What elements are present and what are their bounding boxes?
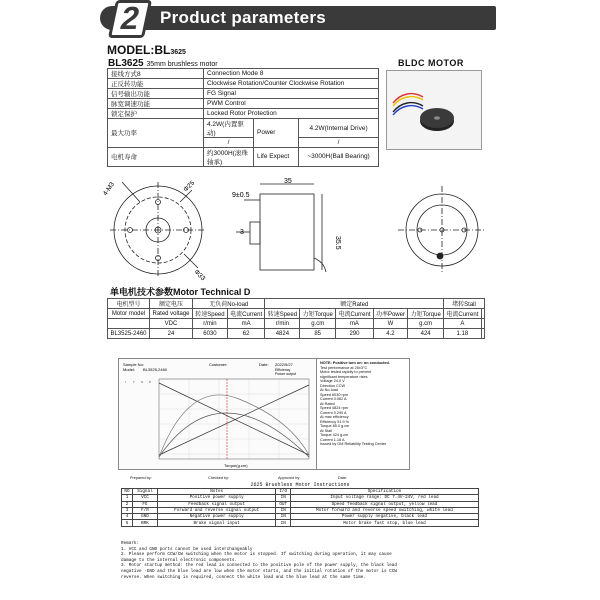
test-line: At Rated (320, 401, 335, 406)
spec-row (108, 69, 379, 79)
ins-h-notes: Notes (157, 489, 276, 495)
test-line: Current 0.290 A (320, 410, 347, 415)
tech-data-row (108, 329, 485, 339)
th-rated: 额定Rated (265, 299, 444, 309)
th3-7: g.cm (408, 319, 444, 329)
spec-table (107, 68, 379, 167)
curve-model-val: BL3525-2460 (143, 367, 168, 372)
td-7: 4.2 (373, 329, 407, 339)
life-cn: 电机寿命 (108, 147, 204, 166)
tech-params-title: 单电机技术参数Motor Technical D (110, 287, 251, 297)
remark-line: damage to the internal electronic components. (121, 557, 238, 563)
th3-4: g.cm (300, 319, 336, 329)
curve-xlabel: Torque(g.cm) (224, 463, 248, 468)
spec-row (108, 99, 379, 109)
ins-cell: 3 (122, 507, 133, 513)
motor-photo (386, 70, 482, 150)
th-model-cn: 电机型号 (108, 299, 150, 309)
tech-header-1 (108, 299, 485, 309)
test-data-panel (316, 358, 410, 470)
th2-2: 转速Speed (193, 309, 228, 319)
th3-0: VDC (149, 319, 192, 329)
test-line: Torque 424 g.cm (320, 433, 349, 437)
instructions-table (121, 488, 479, 527)
test-line: Current 1.18 A (320, 437, 345, 442)
th3-6: W (373, 319, 407, 329)
ins-cell: Forward and reverse signal output (157, 507, 276, 513)
spec-en: PWM Control (204, 99, 379, 109)
ins-cell: Input voltage range: DC 7.4V-24V, red lead (290, 495, 478, 501)
th3-blank (108, 319, 150, 329)
ins-cell: Motor forward and reverse speed switching, white lead (290, 507, 478, 513)
test-line: Motor tested rapidly to prevent (320, 370, 372, 374)
life-en-val: ~3000H(Ball Bearing) (299, 147, 379, 166)
test-line: Speed 4824 rpm (320, 406, 349, 410)
th2-9: 电流Current (444, 309, 482, 319)
life-row (108, 147, 379, 166)
th2-0: Motor model (108, 309, 150, 319)
td-3: 62 (227, 329, 265, 339)
ins-cell: GND (133, 514, 158, 520)
ins-h-no: NO (122, 489, 133, 495)
signoff-date: Date: (338, 476, 348, 480)
th3-5: mA (336, 319, 374, 329)
power-cn: 最大功率 (108, 119, 204, 148)
life-cn-val: 约3000H(滚珠轴承) (204, 147, 254, 166)
ins-h-spec: Specification (290, 489, 478, 495)
dim-33: Φ33 (192, 268, 207, 283)
test-line: Test performance at 25±3°C (320, 365, 368, 370)
td-2: 6030 (193, 329, 228, 339)
dim-4m3: 4-M3 (101, 180, 117, 198)
td-10 (481, 329, 484, 339)
spec-en: Connection Mode 8 (204, 69, 379, 79)
th3-9 (481, 319, 484, 329)
th2-5: 力矩Torque (300, 309, 336, 319)
approved-by: Approved by: (278, 476, 301, 480)
test-lines (320, 366, 406, 447)
test-line: Issued by GM Reliability Testing Center (320, 442, 387, 446)
power-en: Power (254, 119, 299, 148)
spec-cn: 信号输出功能 (108, 89, 204, 99)
dimension-drawing (100, 172, 500, 284)
ins-cell: IN (276, 507, 290, 513)
power-row (108, 119, 379, 138)
subtitle-rest: mm brushless motor (154, 61, 218, 68)
tech-header-3 (108, 319, 485, 329)
curve-axis-labels (125, 380, 151, 384)
remark-line: 2. Please perform CCW/CW switching when the motor is stopped. If switching during operation, it may cause (121, 552, 392, 558)
svg-text:P: P (149, 380, 152, 384)
ins-cell: 4 (122, 514, 133, 520)
ins-cell: 1 (122, 495, 133, 501)
ins-cell: Motor brake fast stop, blue lead (290, 520, 478, 526)
curve-customer: Customer: (209, 362, 228, 367)
test-line: Torque 85.0 g.cm (320, 424, 350, 428)
th2-10 (481, 309, 484, 319)
ins-cell: IN (276, 520, 290, 526)
curve-plot (119, 359, 315, 471)
power-cn-val: 4.2W(内置驱动) (204, 119, 254, 138)
dim-355: 35.5 (334, 236, 341, 250)
spec-row (108, 89, 379, 99)
ins-h-signal: Signal (133, 489, 158, 495)
th2-8: 力矩Torque (408, 309, 444, 319)
th-voltage-cn: 额定电压 (149, 299, 192, 309)
spec-en: FG Signal (204, 89, 379, 99)
spec-row (108, 79, 379, 89)
ins-cell: FG (133, 501, 158, 507)
back-view (398, 186, 486, 274)
ins-cell: Speed feedback signal output, yellow lead (290, 501, 478, 507)
curve-power-label: Power output (275, 372, 297, 376)
ins-cell: OUT (276, 501, 290, 507)
spec-en: Locked Rotor Protection (204, 109, 379, 119)
th2-7: 功率Power (373, 309, 407, 319)
curve-date: Date: (259, 362, 269, 367)
test-line: Current 0.062 A (320, 397, 347, 401)
power-en-val: 4.2W(Internal Drive) (299, 119, 379, 138)
th-noload: 无负荷No-load (193, 299, 265, 309)
subtitle-model: BL3625 (108, 58, 144, 69)
dim-3: 3 (240, 229, 244, 236)
spec-en: Clockwise Rotation/Counter Clockwise Rotation (204, 79, 379, 89)
section-title: Product parameters (160, 8, 327, 27)
prepared-by: Prepared by: (130, 476, 152, 480)
ins-cell: Negative power supply (157, 514, 276, 520)
test-line: Voltage 24.0 V (320, 379, 345, 383)
test-line: At max efficiency (320, 415, 349, 419)
th2-6: 电流Current (336, 309, 374, 319)
spec-cn: 锁定保护 (108, 109, 204, 119)
bldc-motor-label: BLDC MOTOR (398, 58, 464, 68)
remark-line: negative -GND and the blue lead are low when the motor starts, and the initial rotation of the motor is CCW (121, 568, 397, 574)
td-5: 85 (300, 329, 336, 339)
th2-4: 转速Speed (265, 309, 300, 319)
ins-cell: F/R (133, 507, 158, 513)
instructions-title: 2625 Brushless Motor Instructions (250, 482, 350, 488)
th3-2: mA (227, 319, 265, 329)
ins-cell: VCC (133, 495, 158, 501)
curve-sample-no: Sample No: (123, 362, 144, 367)
power-en-slash: / (299, 138, 379, 148)
front-view (110, 182, 206, 278)
test-note: NOTE: Positive turn on: on conducted. (320, 361, 390, 365)
dim-9: 9±0.5 (232, 192, 250, 199)
ins-cell: 2 (122, 501, 133, 507)
svg-text:S: S (141, 380, 144, 384)
remark-line: reverse. When switching is required, connect the white lead and the blue lead at the same time. (121, 574, 366, 580)
model-suffix: 3625 (170, 49, 186, 56)
dim-35: 35 (284, 178, 292, 185)
side-view (236, 184, 326, 272)
ins-row (122, 520, 479, 526)
th-stall: 堵转Stall (444, 299, 485, 309)
remark-line: 1. VCC and GND ports cannot be used interchangeably (121, 546, 253, 552)
td-4: 4824 (265, 329, 300, 339)
ins-cell: Feedback signal output (157, 501, 276, 507)
svg-text:T: T (133, 380, 135, 384)
curve-date-val: 2022/5/27 (275, 362, 293, 367)
test-line: significant temperature rises (320, 374, 368, 379)
test-line: At Stall (320, 428, 333, 433)
motor-image (387, 71, 483, 151)
subtitle-size: 35 (146, 61, 155, 68)
tech-header-2 (108, 309, 485, 319)
remark-line: Remark: (121, 541, 140, 546)
svg-text:I: I (125, 380, 126, 384)
spec-cn: 接线方式8 (108, 69, 204, 79)
td-6: 290 (336, 329, 374, 339)
curve-model: Model: (123, 367, 136, 372)
test-line: Speed 6030 rpm (320, 392, 349, 397)
ins-cell: Positive power supply (157, 495, 276, 501)
td-9: 1.18 (444, 329, 482, 339)
model-label: MODEL:BL (107, 43, 171, 57)
power-cn-slash: / (204, 138, 254, 148)
td-0: BL3525-2460 (108, 329, 150, 339)
test-line: Efficiency 51.9 % (320, 419, 350, 424)
td-8: 424 (408, 329, 444, 339)
spec-cn: 正反转功能 (108, 79, 204, 89)
ins-h-io: I/O (276, 489, 290, 495)
test-line: Direction CCW (320, 383, 346, 388)
spec-cn: 脉宽调速功能 (108, 99, 204, 109)
th3-1: r/min (193, 319, 228, 329)
dim-25: Φ25 (182, 179, 197, 194)
ins-cell: Brake signal input (157, 520, 276, 526)
th2-3: 电流Current (227, 309, 265, 319)
checked-by: Checked by: (208, 476, 230, 480)
remarks (121, 541, 481, 580)
ins-cell: Power supply negative, black lead (290, 514, 478, 520)
td-1: 24 (149, 329, 192, 339)
life-en: Life Expect (254, 147, 299, 166)
tech-params-table (107, 298, 485, 339)
ins-cell: IN (276, 514, 290, 520)
ins-cell: BRK (133, 520, 158, 526)
curve-eff-label: Efficiency (275, 368, 291, 372)
th3-8: A (444, 319, 482, 329)
model-heading (107, 43, 186, 57)
ins-cell: IN (276, 495, 290, 501)
ins-cell: 5 (122, 520, 133, 526)
th2-1: Rated voltage (149, 309, 192, 319)
section-banner (100, 0, 496, 36)
section-number: 2 (108, 0, 152, 38)
spec-row (108, 109, 379, 119)
th3-3: r/min (265, 319, 300, 329)
test-line: At No-load (320, 388, 338, 392)
remark-line: 3. Motor startup method: the red lead is connected to the positive pole of the power supply, the black lead (121, 563, 397, 569)
